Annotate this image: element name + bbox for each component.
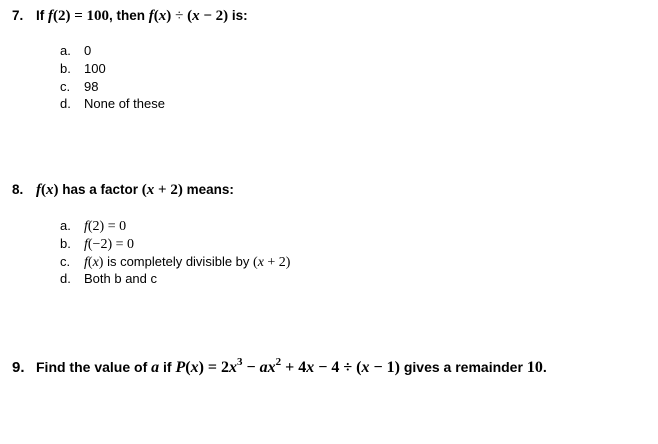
option-letter: a. [60, 43, 71, 58]
option-text: 100 [84, 61, 106, 76]
option-text: 98 [84, 79, 99, 94]
question-text: f(x) has a factor (x + 2) means: [36, 182, 234, 198]
question-number: 7. [12, 8, 24, 23]
option-letter: b. [60, 61, 71, 76]
option-text: Both b and c [84, 271, 157, 286]
question-text: Find the value of a if $P(x) = 2x^3 - ax^2 + 4x - 4 \div (x - 1)$ gives a remainder 10. [36, 356, 547, 376]
option-letter: b. [60, 236, 71, 251]
question-number: 9. [12, 359, 25, 376]
option-letter: d. [60, 96, 71, 111]
question-number: 8. [12, 182, 24, 197]
option-letter: d. [60, 271, 71, 286]
option-letter: a. [60, 218, 71, 233]
option-text: f(2) = 0 [84, 219, 127, 234]
option-text: f(x) is completely divisible by (x + 2) [84, 254, 291, 270]
option-letter: c. [60, 254, 71, 269]
option-text: None of these [84, 96, 165, 111]
option-text: f(−2) = 0 [84, 237, 135, 252]
option-letter: c. [60, 79, 71, 94]
question-text: If f(2) = 100, then f(x) ÷ (x − 2) is: [36, 8, 248, 24]
option-text: 0 [84, 43, 92, 58]
